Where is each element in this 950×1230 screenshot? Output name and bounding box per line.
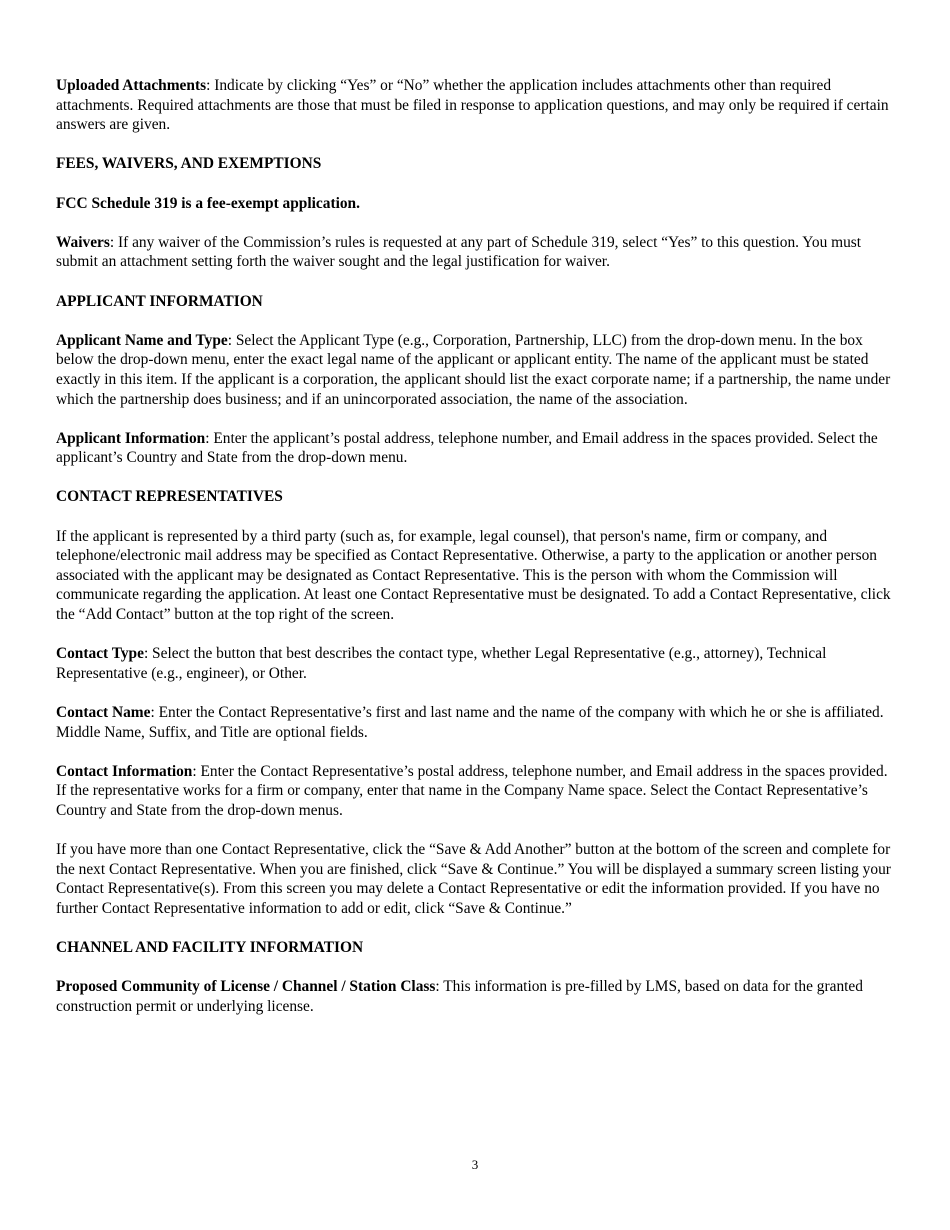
uploaded-attachments-paragraph bbox=[56, 76, 896, 135]
contact-type-paragraph bbox=[56, 644, 896, 683]
fee-exempt-statement: FCC Schedule 319 is a fee-exempt application. bbox=[56, 194, 360, 212]
uploaded-attachments-term: Uploaded Attachments bbox=[56, 77, 207, 94]
applicant-name-type-term: Applicant Name and Type bbox=[56, 331, 228, 349]
applicant-information-text: : Enter the applicant’s postal address, telephone number, and Email address in the spaces provided. Select the applicant’s Country and State from the drop-down menu. bbox=[56, 429, 878, 467]
proposed-community-paragraph bbox=[56, 977, 896, 1016]
waivers-term: Waivers bbox=[56, 233, 110, 251]
contact-type-text: : Select the button that best describes the contact type, whether Legal Representative (e.g., attorney), Technical Representative (e.g., engineer), or Other. bbox=[56, 645, 827, 682]
contact-name-paragraph bbox=[56, 703, 896, 742]
contact-name-text: : Enter the Contact Representative’s first and last name and the name of the company with which he or she is affiliated. Middle Name, Suffix, and Title are optional fields. bbox=[56, 704, 884, 741]
applicant-name-type-text: : Select the Applicant Type (e.g., Corporation, Partnership, LLC) from the drop-down menu. In the box below the drop-down menu, enter the exact legal name of the applicant or applicant entity. The name of the applicant must be stated exactly in this item. If the applicant is a corporation, the applicant should list the exact corporate name; if a partnership, the name under which the partnership does business; and if an unincorporated association, the name of the association. bbox=[56, 331, 891, 408]
waivers-paragraph bbox=[56, 233, 896, 272]
document-page bbox=[56, 76, 896, 1036]
applicant-information-paragraph bbox=[56, 429, 896, 468]
applicant-name-type-paragraph bbox=[56, 331, 896, 409]
applicant-information-heading: APPLICANT INFORMATION bbox=[56, 292, 263, 310]
applicant-information-term: Applicant Information bbox=[56, 429, 206, 447]
page-number: 3 bbox=[471, 1157, 479, 1172]
contact-intro-paragraph: If the applicant is represented by a third party (such as, for example, legal counsel), that person's name, firm or company, and telephone/electronic mail address may be specified as Contact Representative. Otherwise, a party to the application or another person associated with the applicant may be designated as Contact Representative. This is the person with whom the Commission will communicate regarding the application. At least one Contact Representative must be designated. To add a Contact Representative, click the “Add Contact” button at the top right of the screen. bbox=[56, 527, 891, 624]
proposed-community-term: Proposed Community of License / Channel / Station Class bbox=[56, 978, 436, 996]
proposed-community-text: : This information is pre-filled by LMS, based on data for the granted construction permit or underlying license. bbox=[56, 978, 863, 1015]
contact-type-term: Contact Type bbox=[56, 645, 144, 663]
fees-waivers-exemptions-heading: FEES, WAIVERS, AND EXEMPTIONS bbox=[56, 155, 322, 173]
contact-information-paragraph bbox=[56, 762, 896, 821]
contact-representatives-heading: CONTACT REPRESENTATIVES bbox=[56, 488, 283, 506]
uploaded-attachments-text: : Indicate by clicking “Yes” or “No” whether the application includes attachments other than required attachments. Required attachments are those that must be filed in response to application questions, and may only be required if certain answers are given. bbox=[56, 77, 889, 134]
contact-name-term: Contact Name bbox=[56, 704, 151, 721]
contact-information-text: : Enter the Contact Representative’s postal address, telephone number, and Email address in the spaces provided. If the representative works for a firm or company, enter that name in the Company Name space. Select the Contact Representative’s Country and State from the drop-down menus. bbox=[56, 762, 888, 819]
waivers-text: : If any waiver of the Commission’s rules is requested at any part of Schedule 319, select “Yes” to this question. You must submit an attachment setting forth the waiver sought and the legal justification for waiver. bbox=[56, 233, 862, 271]
channel-facility-heading: CHANNEL AND FACILITY INFORMATION bbox=[56, 939, 364, 957]
contact-information-term: Contact Information bbox=[56, 762, 193, 780]
contact-more-paragraph: If you have more than one Contact Representative, click the “Save & Add Another” button at the bottom of the screen and complete for the next Contact Representative. When you are finished, click “Save & Continue.” You will be displayed a summary screen listing your Contact Representative(s). From this screen you may delete a Contact Representative or edit the information provided. If you have no further Contact Representative information to add or edit, click “Save & Continue.” bbox=[56, 841, 891, 917]
